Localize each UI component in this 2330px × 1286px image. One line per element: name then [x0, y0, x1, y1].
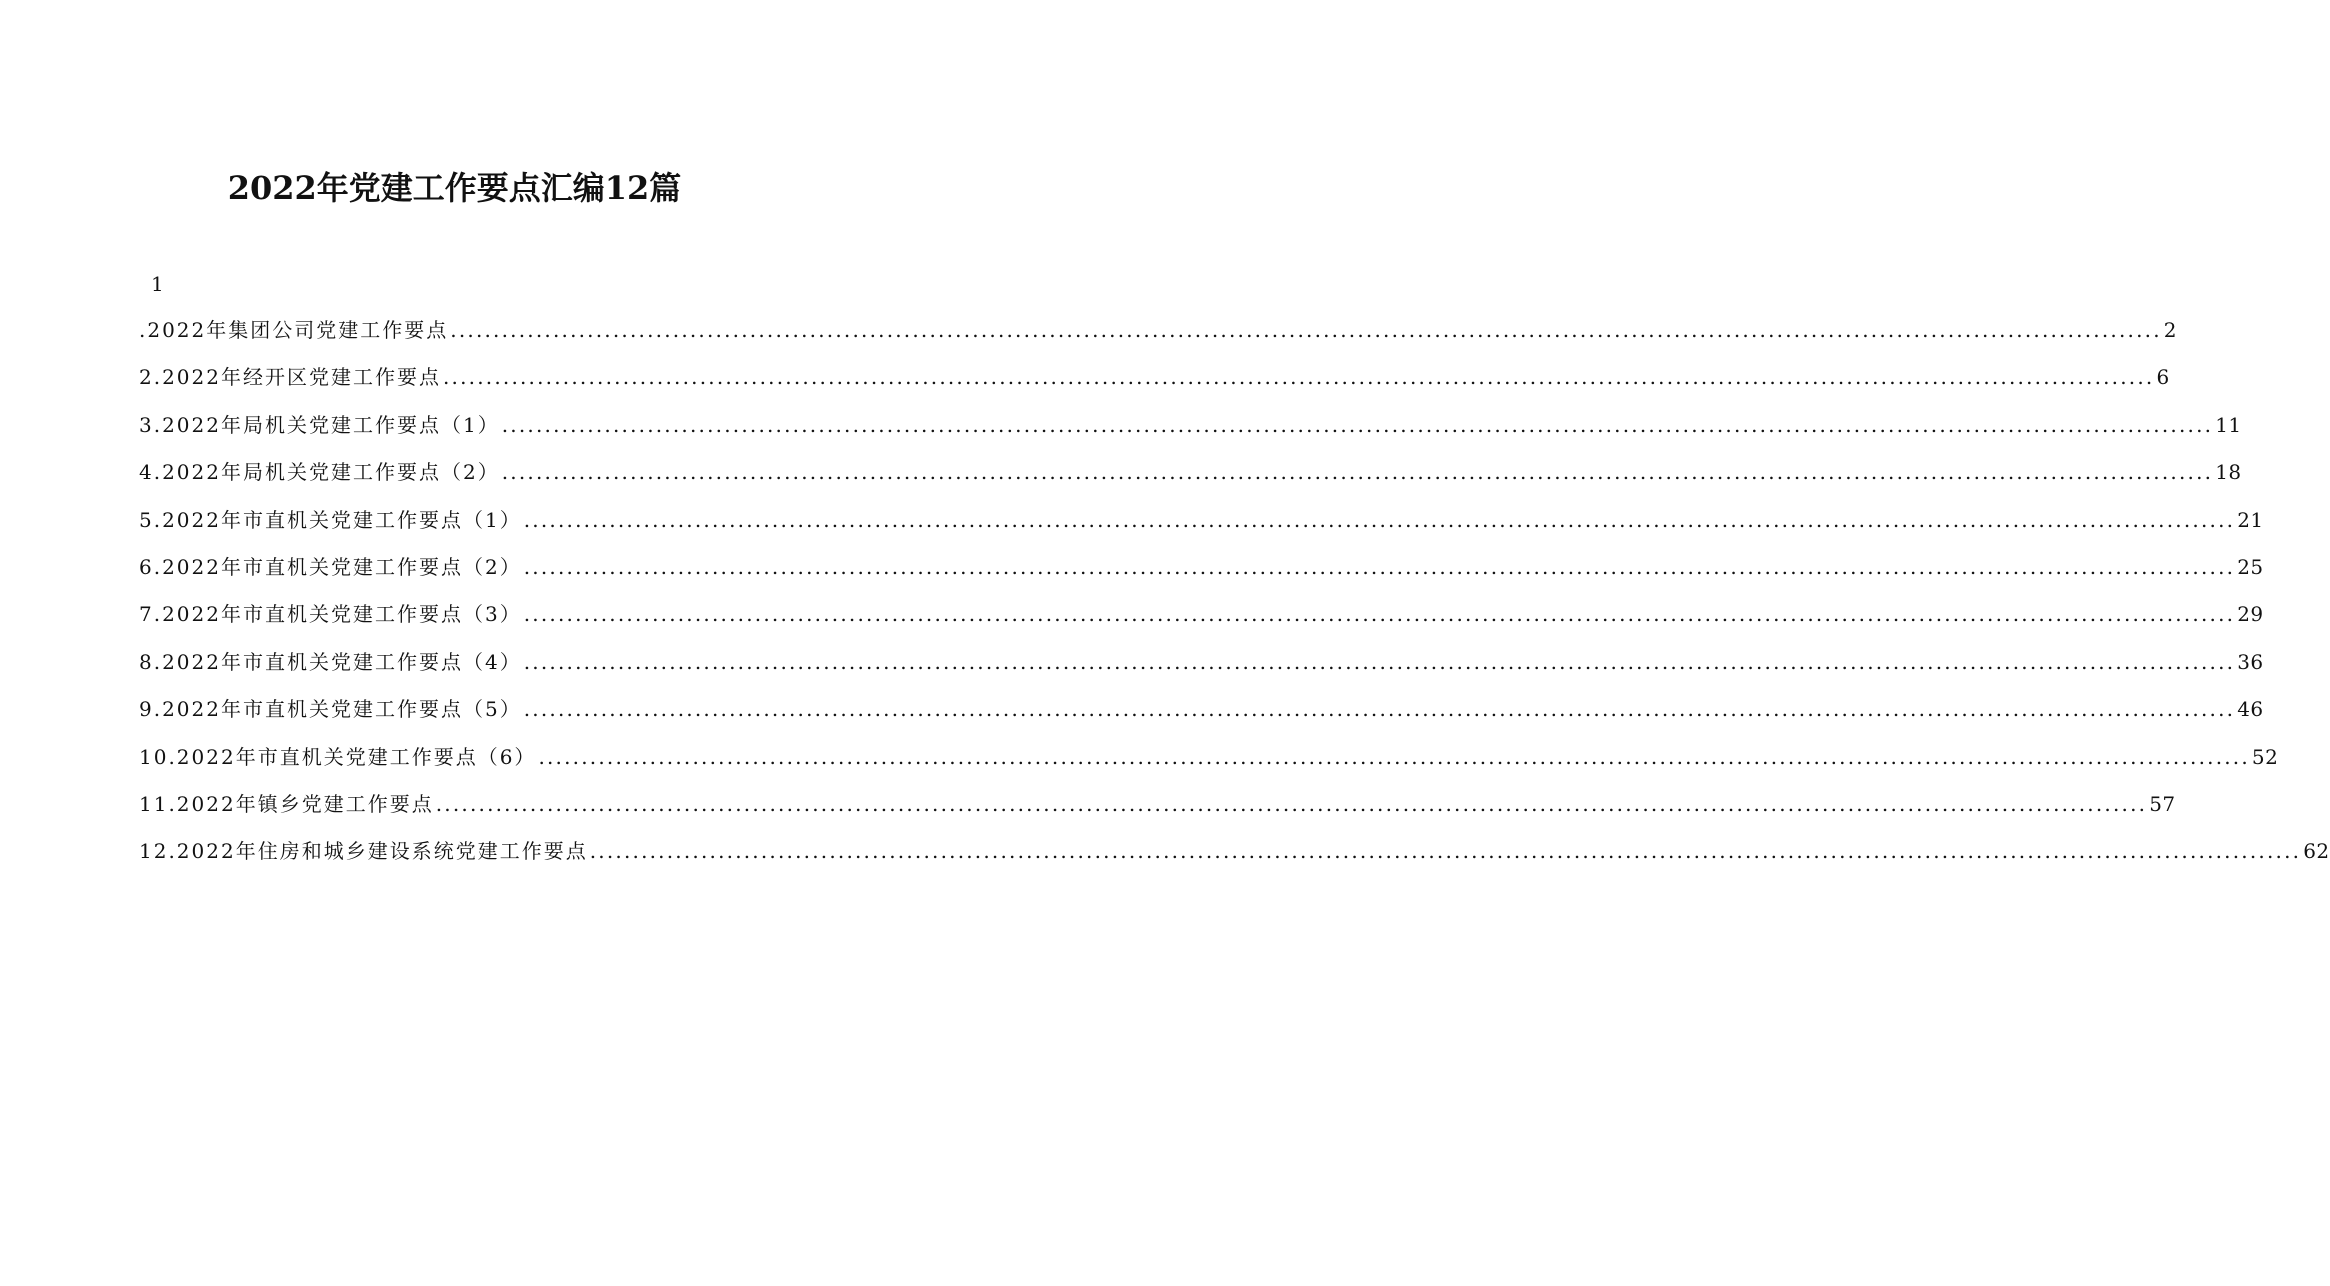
toc-dot-leader: ........................................................................................................................................................................................................ [442, 365, 2155, 390]
toc-entry[interactable] [139, 506, 2264, 553]
toc-page-number: 29 [2237, 602, 2264, 627]
toc-dot-leader: ........................................................................................................................................................................................................ [523, 507, 2236, 532]
toc-entry-title: 11.2022年镇乡党建工作要点 [139, 791, 434, 816]
toc-entry[interactable] [139, 743, 2279, 790]
toc-dot-leader: ........................................................................................................................................................................................................ [523, 697, 2236, 722]
toc-dot-leader: ........................................................................................................................................................................................................ [523, 602, 2236, 627]
toc-entry-title: 4.2022年局机关党建工作要点（2） [139, 460, 500, 485]
toc-entry[interactable] [139, 553, 2264, 600]
toc-entry[interactable] [139, 411, 2242, 458]
toc-entry-title: 3.2022年局机关党建工作要点（1） [139, 412, 500, 437]
toc-entry-title: 12.2022年住房和城乡建设系统党建工作要点 [139, 839, 588, 864]
toc-dot-leader: ........................................................................................................................................................................................................ [450, 318, 2162, 342]
toc-entry[interactable] [139, 695, 2264, 742]
toc-entry-title: 9.2022年市直机关党建工作要点（5） [139, 697, 522, 722]
toc-entry[interactable] [139, 316, 2177, 363]
toc-page-number: 57 [2149, 791, 2176, 816]
toc-dot-leader: ........................................................................................................................................................................................................ [501, 412, 2214, 437]
toc-dot-leader: ........................................................................................................................................................................................................ [501, 460, 2214, 485]
toc-entry-title: 7.2022年市直机关党建工作要点（3） [139, 602, 522, 627]
toc-entry-title: 10.2022年市直机关党建工作要点（6） [139, 744, 537, 769]
toc-page-number: 25 [2237, 554, 2264, 579]
toc-dot-leader: ........................................................................................................................................................................................................ [523, 649, 2236, 674]
toc-entry-title: .2022年集团公司党建工作要点 [139, 318, 449, 342]
toc-entry[interactable] [139, 600, 2264, 647]
toc-page-number: 62 [2303, 839, 2330, 864]
table-of-contents [139, 316, 2330, 885]
toc-dot-leader: ........................................................................................................................................................................................................ [523, 554, 2236, 579]
toc-page-number: 52 [2251, 744, 2279, 769]
toc-entry[interactable] [139, 363, 2170, 410]
toc-dot-leader: ........................................................................................................................................................................................................ [538, 744, 2250, 769]
toc-first-number: 1 [151, 272, 164, 296]
toc-entry[interactable] [139, 458, 2242, 505]
toc-entry[interactable] [139, 648, 2264, 695]
toc-page-number: 2 [2163, 318, 2177, 342]
toc-page-number: 18 [2215, 460, 2242, 485]
toc-page-number: 11 [2215, 412, 2242, 437]
toc-entry-title: 2.2022年经开区党建工作要点 [139, 365, 441, 390]
toc-entry-title: 8.2022年市直机关党建工作要点（4） [139, 649, 522, 674]
toc-dot-leader: ........................................................................................................................................................................................................ [435, 791, 2148, 816]
toc-entry-title: 6.2022年市直机关党建工作要点（2） [139, 554, 522, 579]
toc-entry[interactable] [139, 790, 2176, 837]
document-title: 2022年党建工作要点汇编12篇 [227, 169, 682, 207]
toc-page-number: 46 [2237, 697, 2264, 722]
toc-entry[interactable] [139, 837, 2330, 884]
toc-dot-leader: ........................................................................................................................................................................................................ [589, 839, 2302, 864]
toc-page-number: 36 [2237, 649, 2264, 674]
toc-page-number: 21 [2237, 507, 2264, 532]
toc-page-number: 6 [2156, 365, 2170, 390]
toc-entry-title: 5.2022年市直机关党建工作要点（1） [139, 507, 522, 532]
